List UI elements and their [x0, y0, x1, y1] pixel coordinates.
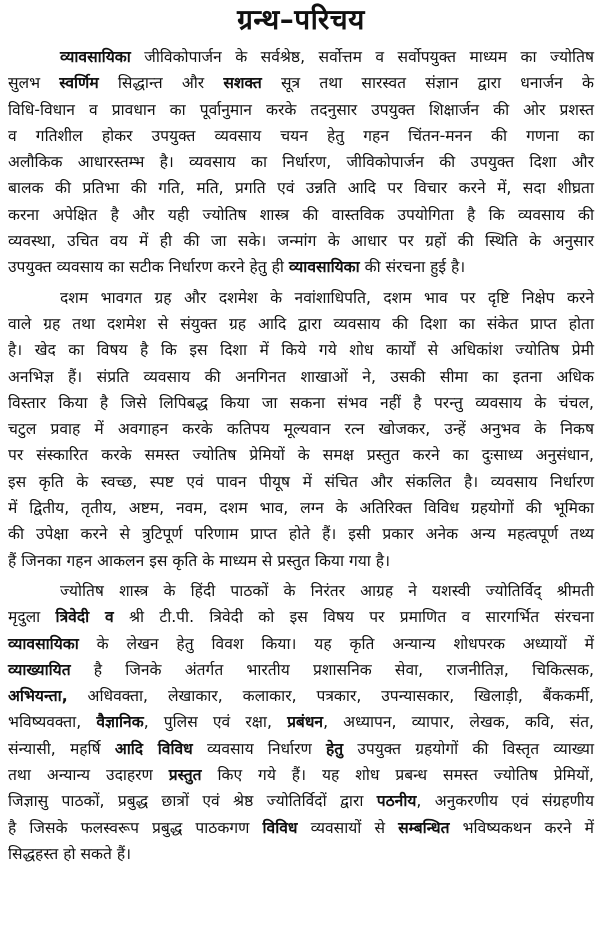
text-run: व्यवसायों से [297, 818, 399, 837]
text-run: तथा अन्यान्य उदाहरण [8, 766, 169, 785]
text-run: व्यवसाय निर्धारण [192, 739, 326, 758]
bold-text: पठनीय [376, 792, 417, 811]
text-run: पर संस्कारित करके समस्त ज्योतिष प्रेमियों के समक्ष प्रस्तुत करने का दुःसाध्य अनुसंधान, [8, 446, 594, 465]
text-run: करना अपेक्षित है और यही ज्योतिष शास्त्र की वास्तविक उपयोगिता है कि व्यवसाय की [8, 205, 594, 224]
text-line [8, 683, 594, 709]
text-line [8, 337, 594, 363]
text-run: की संरचना हुई है। [359, 258, 466, 277]
text-run: सिद्धहस्त हो सकते हैं। [8, 844, 132, 863]
text-run: है जिसके फलस्वरूप प्रबुद्ध पाठकगण [8, 818, 263, 837]
bold-text: आदि विविध [114, 739, 193, 758]
text-run: किए गये हैं। यह शोध प्रबन्ध समस्त ज्योतिष प्रेमियों, [201, 766, 594, 785]
text-line [8, 631, 594, 657]
bold-text: विविध [262, 818, 298, 837]
document-body [8, 44, 594, 867]
text-line [8, 97, 594, 123]
text-run: सूत्र तथा सारस्वत संज्ञान द्वारा धनार्जन के [261, 74, 594, 93]
text-line [8, 123, 594, 149]
bold-text: अभियन्ता, [8, 687, 68, 706]
paragraph [8, 578, 594, 867]
bold-text: व्यावसायिका [60, 48, 131, 66]
text-run: वाले ग्रह तथा दशमेश से संयुक्त ग्रह आदि द्वारा व्यवसाय की दिशा का संकेत प्राप्त होता [8, 314, 594, 333]
text-run: श्री टी.पी. त्रिवेदी को इस विषय पर प्रमाणित व सारगर्भित संरचना [113, 608, 594, 627]
text-line [8, 521, 594, 547]
text-run: है जिनके अंतर्गत भारतीय प्रशासनिक सेवा, राजनीतिज्ञ, चिकित्सक, [70, 660, 594, 679]
text-run: संन्यासी, महर्षि [8, 739, 115, 758]
bold-text: त्रिवेदी व [55, 608, 114, 627]
text-run: उपयुक्त ग्रहयोगों की विस्तृत व्याख्या [343, 739, 594, 758]
text-line [8, 604, 594, 630]
bold-text: सशक्त [223, 74, 262, 93]
text-line [8, 228, 594, 254]
text-line [8, 578, 594, 604]
text-run: के लेखन हेतु विवश किया। यह कृति अन्यान्य शोधपरक अध्यायों में [78, 634, 594, 653]
text-run: , अध्यापन, व्यापार, लेखक, कवि, संत, [323, 713, 594, 732]
text-run: में द्वितीय, तृतीय, अष्टम, नवम, दशम भाव, लग्न के अतिरिक्त विविध ग्रहयोगों की भूमिका [8, 499, 594, 518]
text-line [8, 175, 594, 201]
text-run: व्यवस्था, उचित वय में ही की जा सके। जन्मांग के आधार पर ग्रहों की स्थिति के अनुसार [8, 232, 594, 251]
paragraph [8, 285, 594, 574]
bold-text: वैज्ञानिक [96, 713, 144, 732]
text-run: इस कृति के स्वच्छ, स्पष्ट एवं पावन पीयूष में संचित और संकलित है। व्यवसाय निर्धारण [8, 472, 594, 491]
text-run: दशम भावगत ग्रह और दशमेश के नवांशाधिपति, दशम भाव पर दृष्टि निक्षेप करने [60, 288, 594, 307]
text-run: बालक की प्रतिभा की गति, मति, प्रगति एवं उन्नति आदि पर विचार करने में, सदा शीघ्रता [8, 179, 594, 198]
text-line [8, 841, 594, 867]
text-line [8, 788, 594, 814]
text-line [8, 44, 594, 70]
page-title: ग्रन्थ–परिचय [237, 3, 365, 36]
text-run: व गतिशील होकर उपयुक्त व्यवसाय चयन हेतु गहन चिंतन-मनन की गणना का [8, 126, 594, 145]
text-run: जीविकोपार्जन के सर्वश्रेष्ठ, सर्वोत्तम व सर्वोपयुक्त माध्यम का ज्योतिष [130, 48, 594, 66]
bold-text: हेतु [325, 739, 344, 758]
text-line [8, 815, 594, 841]
text-line [8, 657, 594, 683]
text-line [8, 285, 594, 311]
text-line [8, 149, 594, 175]
text-run: अनभिज्ञ हैं। संप्रति व्यवसाय की अनगिनत शाखाओं ने, उसकी सीमा का इतना अधिक [8, 367, 594, 386]
text-line [8, 311, 594, 337]
bold-text: प्रबंधन [287, 713, 324, 732]
text-line [8, 709, 594, 735]
bold-text: व्यावसायिका [288, 258, 360, 277]
text-run: भविष्यकथन करने में [449, 818, 594, 837]
text-run: भविष्यवक्ता, [8, 713, 97, 732]
text-run: , पुलिस एवं रक्षा, [143, 713, 288, 732]
bold-text: स्वर्णिम [59, 74, 99, 93]
text-run: विस्तार किया है जिसे लिपिबद्ध किया जा सकना संभव नहीं है परन्तु व्यवसाय के चंचल, [8, 393, 594, 412]
text-run: है। खेद का विषय है कि इस दिशा में किये गये शोध कार्यों से अधिकांश ज्योतिष प्रेमी [8, 341, 594, 360]
text-line [8, 469, 594, 495]
text-run: , अनुकरणीय एवं संग्रहणीय [416, 792, 594, 811]
text-line [8, 762, 594, 788]
text-run: की उपेक्षा करने से त्रुटिपूर्ण परिणाम प्राप्त होते हैं। इसी प्रकार अनेक अन्य महत्वपूर्ण तथ्य [8, 525, 594, 544]
text-run: उपयुक्त व्यवसाय का सटीक निर्धारण करने हेतु ही [8, 258, 289, 277]
text-line [8, 364, 594, 390]
text-line [8, 202, 594, 228]
document-page [0, 2, 600, 930]
paragraph [8, 44, 594, 281]
bold-text: व्याख्यायित [8, 660, 71, 679]
bold-text: सम्बन्धित [398, 818, 450, 837]
text-run: हैं जिनका गहन आकलन इस कृति के माध्यम से प्रस्तुत किया गया है। [8, 551, 390, 570]
text-run: मृदुला [8, 608, 56, 627]
text-line [8, 548, 594, 574]
text-run: सुलभ [8, 74, 60, 93]
text-line [8, 736, 594, 762]
text-line [8, 495, 594, 521]
bold-text: प्रस्तुत [168, 766, 202, 785]
bold-text: व्यावसायिका [8, 634, 79, 653]
text-run: जिज्ञासु पाठकों, प्रबुद्ध छात्रों एवं श्रेष्ठ ज्योतिर्विदों द्वारा [8, 792, 377, 811]
text-run: सिद्धान्त और [98, 74, 224, 93]
text-line [8, 390, 594, 416]
text-run: अलौकिक आधारस्तम्भ है। व्यवसाय का निर्धारण, जीविकोपार्जन की उपयुक्त दिशा और [8, 153, 594, 172]
text-run: ज्योतिष शास्त्र के हिंदी पाठकों के निरंतर आग्रह ने यशस्वी ज्योतिर्विद् श्रीमती [60, 581, 594, 600]
text-line [8, 254, 594, 280]
text-run: अधिवक्ता, लेखाकार, कलाकार, पत्रकार, उपन्यासकार, खिलाड़ी, बैंककर्मी, [67, 687, 594, 706]
text-run: चटुल प्रवाह में अवगाहन करके कतिपय मूल्यवान रत्न खोजकर, उन्हें अनुभव के निकष [8, 420, 594, 439]
text-line [8, 416, 594, 442]
text-line [8, 70, 594, 96]
text-run: विधि-विधान व प्रावधान का पूर्वानुमान करके तदनुसार उपयुक्त शिक्षार्जन की ओर प्रशस्त [8, 100, 594, 119]
text-line [8, 442, 594, 468]
